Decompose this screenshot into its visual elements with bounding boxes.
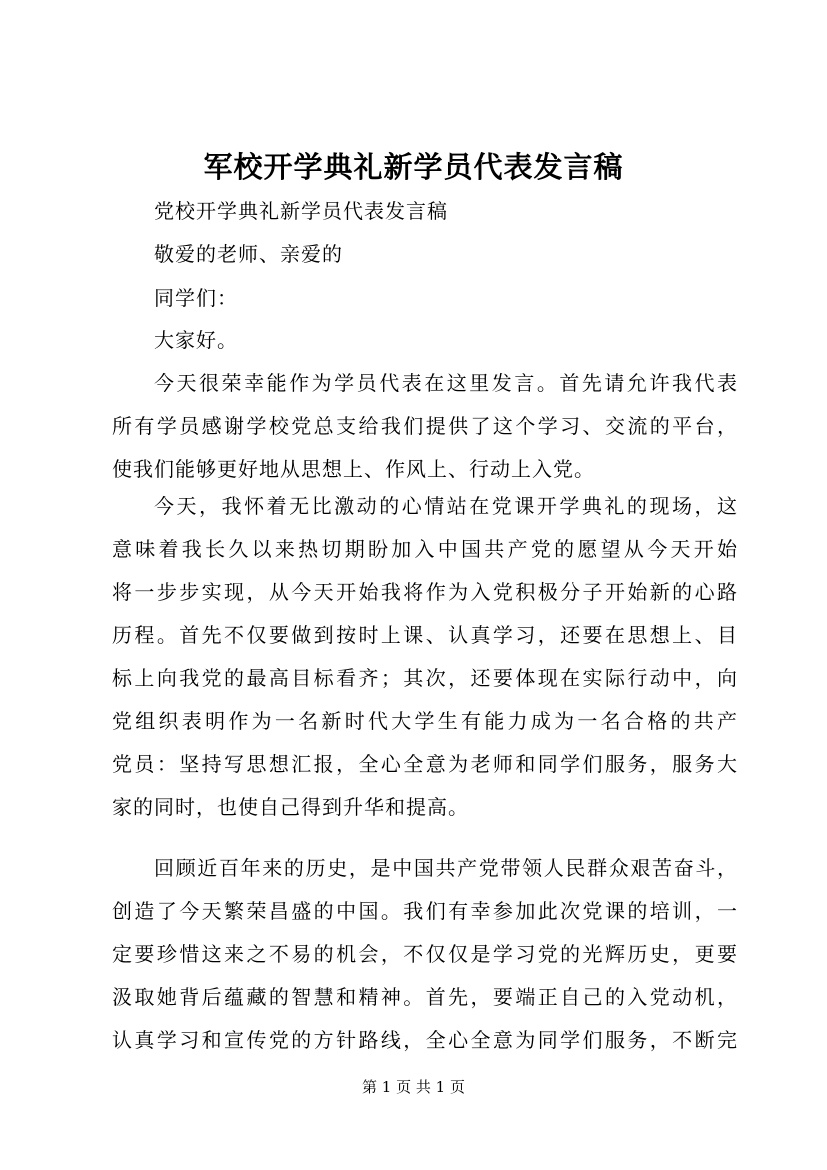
page-number-footer: 第 1 页 共 1 页: [362, 1078, 465, 1096]
body-line: 汲取她背后蕴藏的智慧和精神。首先，要端正自己的入党动机，: [112, 985, 738, 1009]
body-line-subtitle: 党校开学典礼新学员代表发言稿: [154, 199, 448, 223]
body-line-salutation-cont: 同学们：: [154, 286, 238, 310]
body-line: 将一步步实现，从今天开始我将作为入党积极分子开始新的心路: [112, 580, 738, 604]
body-line: 回顾近百年来的历史，是中国共产党带领人民群众艰苦奋斗，: [154, 856, 738, 880]
body-line: 定要珍惜这来之不易的机会，不仅仅是学习党的光辉历史，更要: [112, 942, 738, 966]
body-line: 家的同时，也使自己得到升华和提高。: [112, 795, 469, 819]
body-line: 今天很荣幸能作为学员代表在这里发言。首先请允许我代表: [154, 371, 738, 395]
body-line: 标上向我党的最高目标看齐；其次，还要体现在实际行动中，向: [112, 666, 738, 690]
body-line: 党员：坚持写思想汇报，全心全意为老师和同学们服务，服务大: [112, 752, 738, 776]
body-line-salutation: 敬爱的老师、亲爱的: [154, 242, 343, 266]
body-line: 今天，我怀着无比激动的心情站在党课开学典礼的现场，这: [154, 494, 738, 518]
body-line: 党组织表明作为一名新时代大学生有能力成为一名合格的共产: [112, 709, 738, 733]
body-line: 使我们能够更好地从思想上、作风上、行动上入党。: [112, 457, 595, 481]
document-title: 军校开学典礼新学员代表发言稿: [203, 150, 624, 184]
body-line: 认真学习和宣传党的方针路线，全心全意为同学们服务，不断完: [112, 1028, 738, 1052]
body-line: 创造了今天繁荣昌盛的中国。我们有幸参加此次党课的培训，一: [112, 899, 738, 923]
body-line: 历程。首先不仅要做到按时上课、认真学习，还要在思想上、目: [112, 623, 738, 647]
body-line-greeting: 大家好。: [154, 328, 238, 352]
body-line: 意味着我长久以来热切期盼加入中国共产党的愿望从今天开始: [112, 537, 738, 561]
body-line: 所有学员感谢学校党总支给我们提供了这个学习、交流的平台，: [112, 414, 738, 438]
